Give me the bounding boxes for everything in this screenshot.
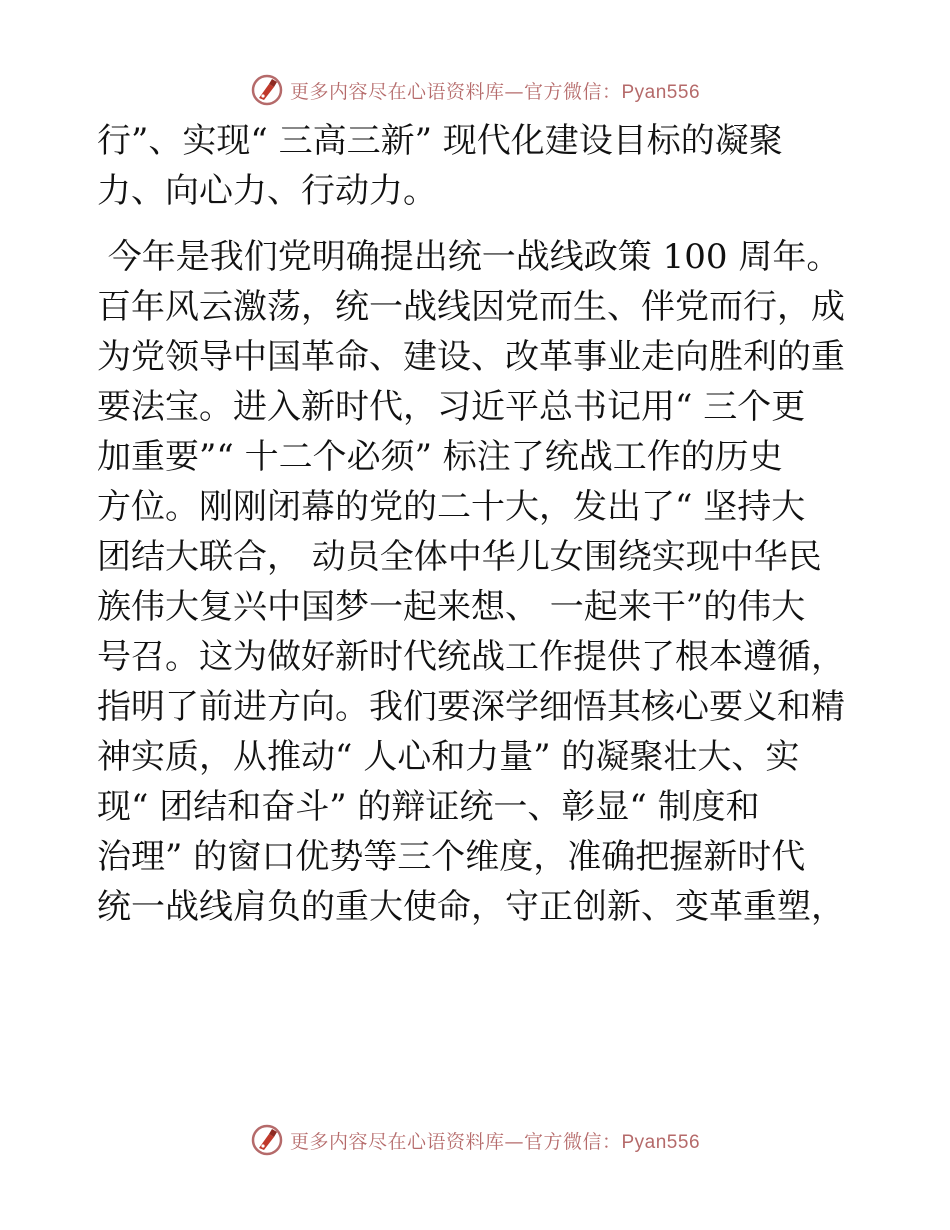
text-line: 今年是我们党明确提出统一战线政策 100 周年。 bbox=[97, 237, 841, 277]
watermark-text: 更多内容尽在心语资料库—官方微信：Pyan556 bbox=[289, 1130, 701, 1153]
text-line: 神实质，从推动“ 人心和力量” 的凝聚壮大、实 bbox=[97, 737, 800, 777]
text-line: 百年风云激荡，统一战线因党而生、伴党而行，成 bbox=[97, 287, 845, 327]
header-watermark bbox=[0, 70, 950, 110]
text-line: 统一战线肩负的重大使命，守正创新、变革重塑， bbox=[97, 887, 845, 927]
text-line: 现“ 团结和奋斗” 的辩证统一、彰显“ 制度和 bbox=[97, 787, 760, 827]
text-line: 号召。这为做好新时代统战工作提供了根本遵循， bbox=[97, 637, 845, 677]
watermark-text: 更多内容尽在心语资料库—官方微信：Pyan556 bbox=[289, 80, 701, 103]
paragraph-continued bbox=[97, 116, 857, 216]
paragraph-centenary bbox=[97, 232, 857, 932]
text-line: 方位。刚刚闭幕的党的二十大，发出了“ 坚持大 bbox=[97, 487, 806, 527]
text-line: 力、向心力、行动力。 bbox=[97, 171, 437, 211]
watermark-wechat-id: Pyan556 bbox=[621, 1131, 701, 1153]
text-line: 要法宝。进入新时代，习近平总书记用“ 三个更 bbox=[97, 387, 806, 427]
text-line: 团结大联合， 动员全体中华儿女围绕实现中华民 bbox=[97, 537, 822, 577]
watermark-wechat-id: Pyan556 bbox=[621, 81, 701, 103]
footer-watermark bbox=[0, 1120, 950, 1160]
text-line: 加重要”“ 十二个必须” 标注了统战工作的历史 bbox=[97, 437, 783, 477]
text-line: 指明了前进方向。我们要深学细悟其核心要义和精 bbox=[97, 687, 845, 727]
pen-nib-logo-icon bbox=[250, 1123, 284, 1157]
text-line: 行”、实现“ 三高三新” 现代化建设目标的凝聚 bbox=[97, 121, 783, 161]
body-text bbox=[97, 116, 857, 932]
text-line: 为党领导中国革命、建设、改革事业走向胜利的重 bbox=[97, 337, 845, 377]
text-line: 治理” 的窗口优势等三个维度，准确把握新时代 bbox=[97, 837, 806, 877]
pen-nib-logo-icon bbox=[250, 73, 284, 107]
text-line: 族伟大复兴中国梦一起来想、 一起来干”的伟大 bbox=[97, 587, 806, 627]
